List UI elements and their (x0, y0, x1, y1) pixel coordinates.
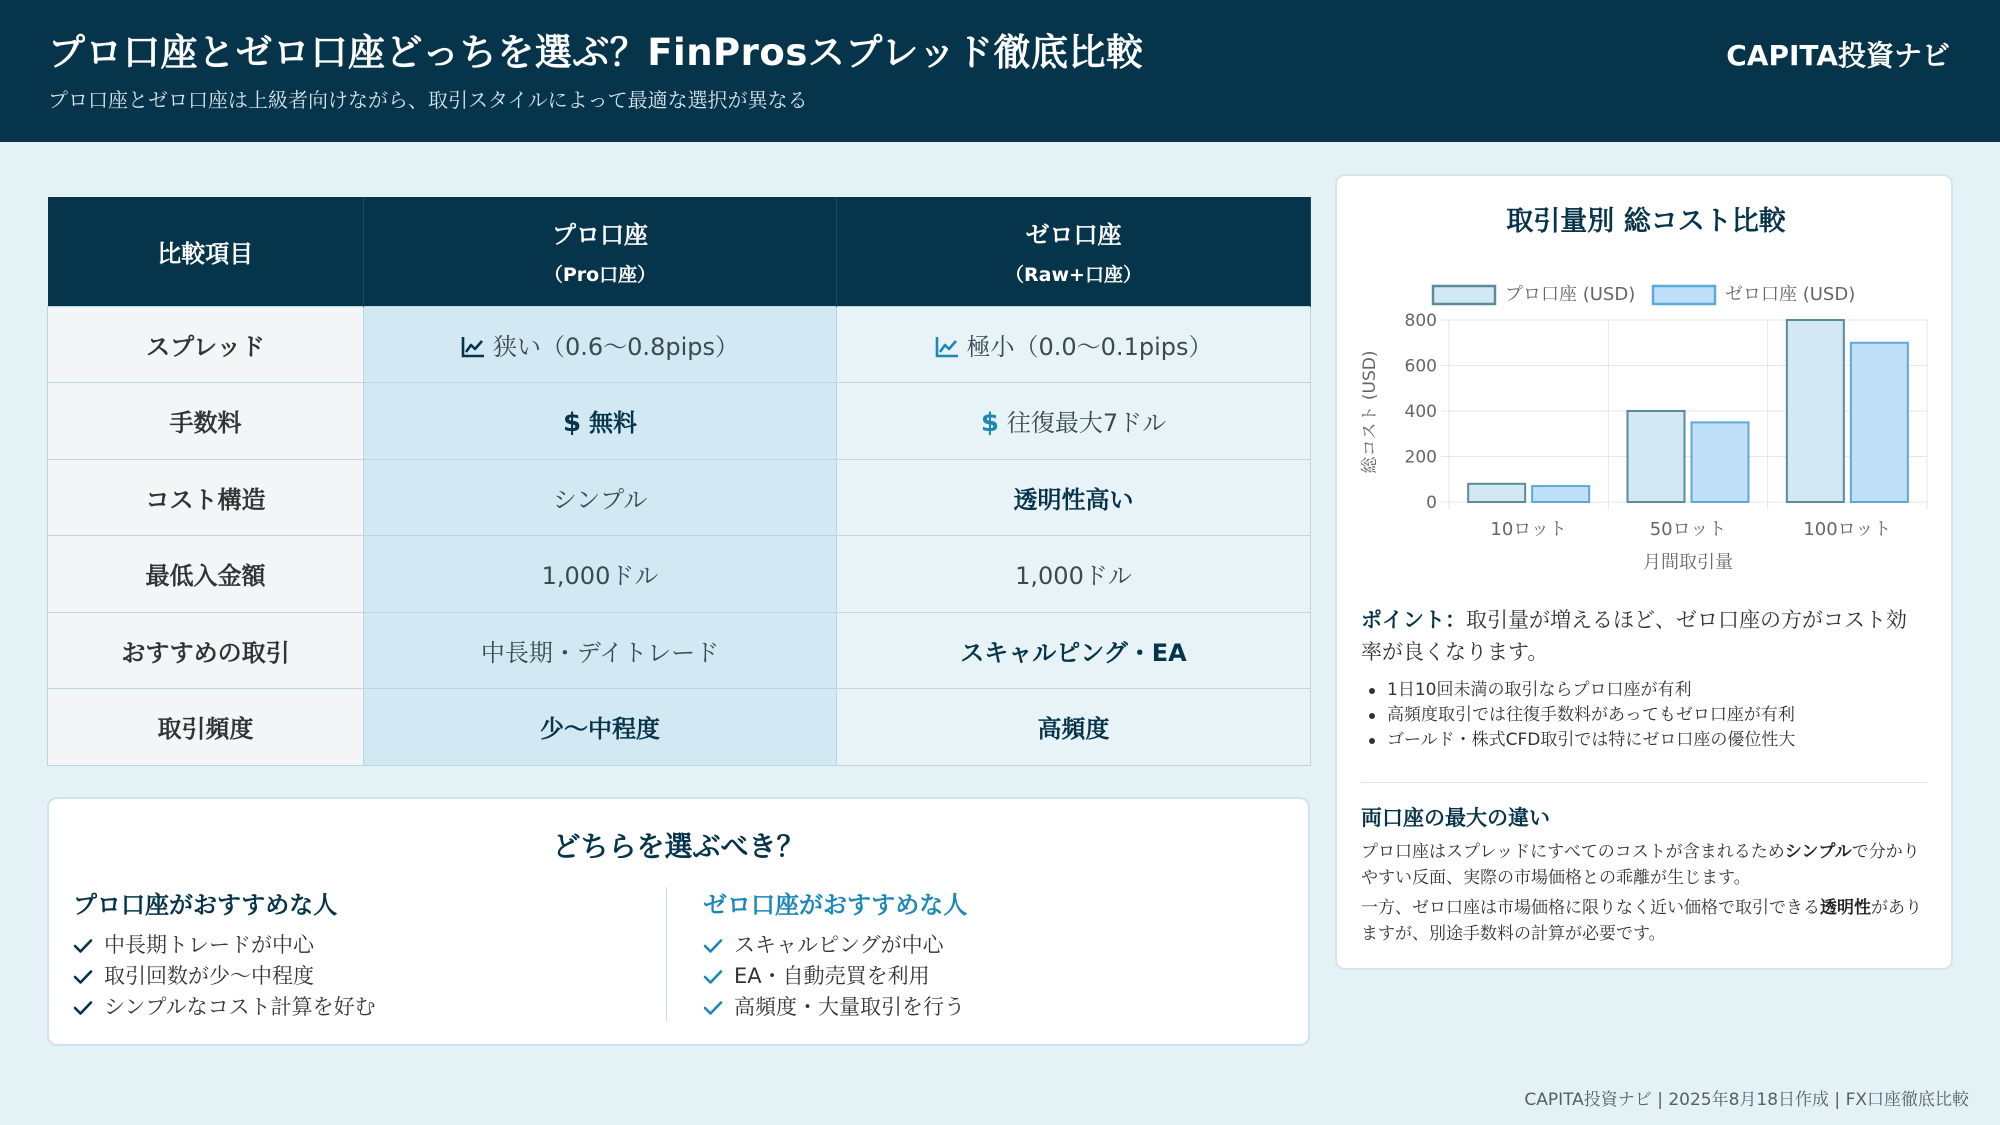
cell-zero: $ 往復最大7ドル (837, 383, 1311, 460)
point-bullets (1361, 678, 1931, 753)
cell-pro: 中長期・デイトレード (364, 612, 837, 689)
dollar-icon: $ (562, 408, 582, 439)
row-label: おすすめの取引 (48, 612, 364, 689)
recommendation-title: どちらを選ぶべき？ (552, 830, 805, 863)
point-label: ポイント： (1361, 608, 1466, 632)
table-header-row (48, 197, 1311, 306)
x-axis-ticks (1490, 519, 1891, 540)
point-note (1361, 604, 1921, 668)
check-icon (703, 969, 723, 985)
row-label: 手数料 (48, 383, 364, 460)
list-item: シンプルなコスト計算を好む (73, 992, 376, 1023)
header-zero-sub: （Raw+口座） (1005, 264, 1142, 287)
cell-pro: シンプル (364, 459, 837, 536)
zero-recommend-column (703, 885, 967, 1023)
x-tick-label: 50ロット (1649, 519, 1727, 540)
y-tick-label: 0 (1426, 493, 1437, 513)
list-item: 高頻度・大量取引を行う (703, 992, 967, 1023)
y-tick-label: 800 (1404, 311, 1437, 331)
cell-pro: 狭い（0.6〜0.8pips） (364, 306, 837, 383)
row-label: 取引頻度 (48, 689, 364, 766)
cost-panel (1335, 174, 1953, 970)
table-row (48, 536, 1311, 613)
bar (1692, 422, 1749, 502)
bar (1851, 343, 1908, 502)
chart-line-icon (935, 336, 959, 358)
difference-paragraph-1: プロ口座はスプレッドにすべてのコストが含まれるためシンプルで分かりやすい反面、実際の市場価格との乖離が生じます。 (1361, 842, 1920, 888)
table-row (48, 459, 1311, 536)
legend-swatch (1653, 286, 1715, 304)
bar (1532, 486, 1589, 502)
y-axis-label: 総コスト (USD) (1360, 350, 1380, 474)
cell-pro: 少〜中程度 (364, 689, 837, 766)
pro-recommend-heading: プロ口座がおすすめな人 (73, 891, 338, 919)
difference-paragraph-2: 一方、ゼロ口座は市場価格に限りなく近い価格で取引できる透明性がありますが、別途手数料の計算が必要です。 (1361, 898, 1922, 944)
y-tick-label: 200 (1404, 447, 1437, 468)
y-tick-label: 600 (1404, 356, 1437, 377)
x-tick-label: 10ロット (1490, 519, 1567, 540)
list-item: 取引回数が少〜中程度 (73, 961, 376, 992)
panel-divider (1361, 782, 1927, 783)
chart-line-icon (461, 336, 485, 358)
table-row (48, 383, 1311, 460)
list-item: スキャルピングが中心 (703, 930, 967, 961)
table-row (48, 612, 1311, 689)
list-item: 中長期トレードが中心 (73, 930, 376, 961)
comparison-table (47, 197, 1311, 766)
cell-zero: スキャルピング・EA (837, 612, 1311, 689)
legend-label: ゼロ口座 (USD) (1725, 284, 1856, 305)
cell-pro: $ 無料 (364, 383, 837, 460)
legend-label: プロ口座 (USD) (1505, 284, 1636, 305)
footer-credit: CAPITA投資ナビ | 2025年8月18日作成 | FX口座徹底比較 (1524, 1090, 1969, 1110)
check-icon (703, 1000, 723, 1016)
cell-zero: 透明性高い (837, 459, 1311, 536)
header-banner (0, 0, 2000, 142)
recommendation-divider (666, 887, 667, 1022)
chart-title: 取引量別 総コスト比較 (1506, 206, 1786, 237)
check-icon (73, 938, 93, 954)
bar (1628, 411, 1685, 502)
row-label: スプレッド (48, 306, 364, 383)
check-icon (703, 938, 723, 954)
header-pro: プロ口座 （Pro口座） (364, 197, 837, 306)
x-tick-label: 100ロット (1803, 519, 1892, 540)
row-label: 最低入金額 (48, 536, 364, 613)
y-tick-label: 400 (1404, 402, 1437, 422)
cost-bar-chart (1337, 176, 1955, 596)
cell-zero: 1,000ドル (837, 536, 1311, 613)
bar (1787, 320, 1844, 502)
pro-recommend-column (73, 885, 376, 1023)
zero-recommend-heading: ゼロ口座がおすすめな人 (703, 891, 968, 919)
dollar-icon: $ (980, 408, 999, 439)
y-axis-ticks (1405, 311, 1437, 513)
row-label: コスト構造 (48, 459, 364, 536)
header-zero: ゼロ口座 （Raw+口座） (837, 197, 1311, 306)
page-subtitle: プロ口座とゼロ口座は上級者向けながら、取引スタイルによって最適な選択が異なる (48, 88, 808, 112)
bar (1468, 484, 1525, 502)
recommendation-box (47, 797, 1310, 1046)
x-axis-label: 月間取引量 (1643, 552, 1733, 573)
header-pro-sub: （Pro口座） (543, 264, 657, 287)
cell-zero: 極小（0.0〜0.1pips） (837, 306, 1311, 383)
legend-swatch (1433, 286, 1495, 304)
brand-logo: CAPITA投資ナビ (1726, 39, 1950, 72)
page-title: プロ口座とゼロ口座どっちを選ぶ？FinProsスプレッド徹底比較 (48, 31, 1144, 74)
table-row (48, 306, 1311, 383)
cell-zero: 高頻度 (837, 689, 1311, 766)
chart-legend (1433, 284, 1855, 305)
check-icon (73, 1000, 93, 1016)
list-item: 高頻度取引では往復手数料があってもゼロ口座が有利 (1361, 703, 1931, 728)
check-icon (73, 969, 93, 985)
difference-title: 両口座の最大の違い (1361, 806, 1550, 830)
cell-pro: 1,000ドル (364, 536, 837, 613)
header-item: 比較項目 (48, 197, 364, 306)
list-item: 1日10回未満の取引ならプロ口座が有利 (1361, 678, 1931, 703)
list-item: EA・自動売買を利用 (703, 961, 967, 992)
list-item: ゴールド・株式CFD取引では特にゼロ口座の優位性大 (1361, 728, 1931, 753)
table-row (48, 689, 1311, 766)
point-text: 取引量が増えるほど、ゼロ口座の方がコスト効率が良くなります。 (1361, 608, 1907, 664)
